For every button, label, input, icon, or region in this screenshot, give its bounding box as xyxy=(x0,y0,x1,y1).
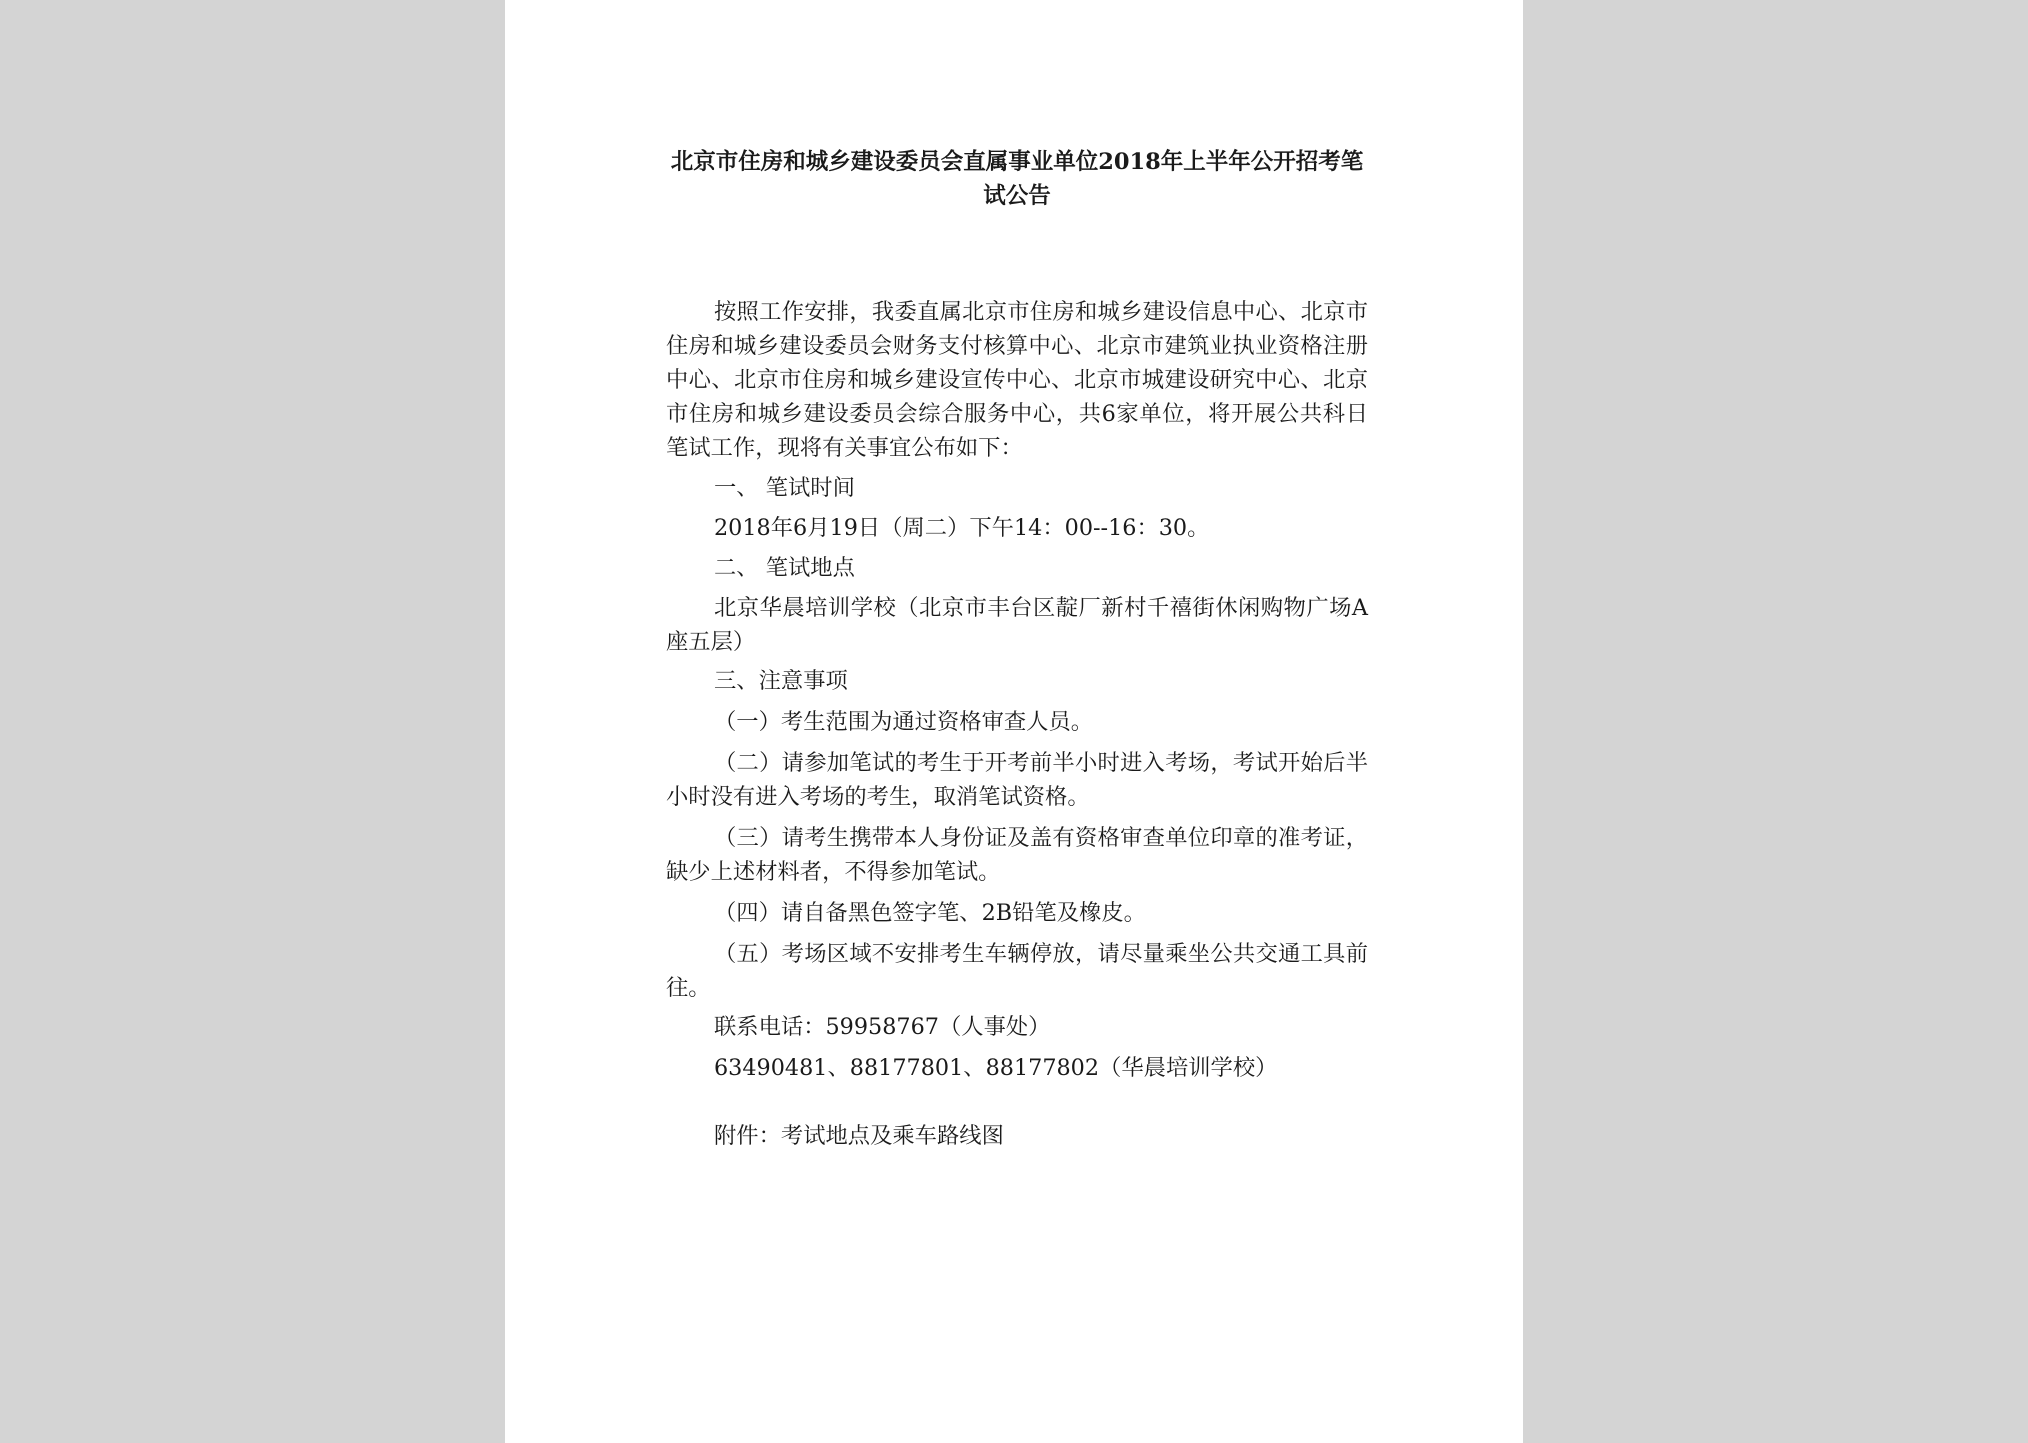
document-title: 北京市住房和城乡建设委员会直属事业单位2018年上半年公开招考笔试公告 xyxy=(670,149,1364,209)
note-item: （二）请参加笔试的考生于开考前半小时进入考场，考试开始后半小时没有进入考场的考生，取消笔试资格。 xyxy=(666,750,1368,810)
intro-paragraph: 按照工作安排，我委直属北京市住房和城乡建设信息中心、北京市住房和城乡建设委员会财务支付核算中心、北京市建筑业执业资格注册中心、北京市住房和城乡建设宣传中心、北京市城建设研究中心、北京市住房和城乡建设委员会综合服务中心，共6家单位，将开展公共科日笔试工作，现将有关事宜公布如下： xyxy=(666,299,1368,461)
note-item: （三）请考生携带本人身份证及盖有资格审查单位印章的准考证，缺少上述材料者，不得参加笔试。 xyxy=(666,825,1368,885)
note-item: （一）考生范围为通过资格审查人员。 xyxy=(714,709,1094,735)
section-heading-location: 二、 笔试地点 xyxy=(714,555,855,581)
section-heading-time: 一、 笔试时间 xyxy=(714,475,855,501)
note-item: （五）考场区域不安排考生车辆停放，请尽量乘坐公共交通工具前往。 xyxy=(666,941,1368,1001)
attachment-note: 附件：考试地点及乘车路线图 xyxy=(714,1123,1004,1149)
exam-time-text: 2018年6月19日（周二）下午14：00--16：30。 xyxy=(714,515,1210,541)
note-item: （四）请自备黑色签字笔、2B铅笔及橡皮。 xyxy=(714,900,1146,926)
contact-line: 联系电话：59958767（人事处） xyxy=(714,1014,1051,1040)
contact-line: 63490481、88177801、88177802（华晨培训学校） xyxy=(714,1055,1278,1081)
exam-location-text: 北京华晨培训学校（北京市丰台区靛厂新村千禧街休闲购物广场A座五层） xyxy=(666,595,1368,655)
document-body xyxy=(666,295,1368,1153)
section-heading-notes: 三、注意事项 xyxy=(714,668,848,694)
document-page xyxy=(505,0,1523,1443)
document-content xyxy=(666,145,1368,1153)
